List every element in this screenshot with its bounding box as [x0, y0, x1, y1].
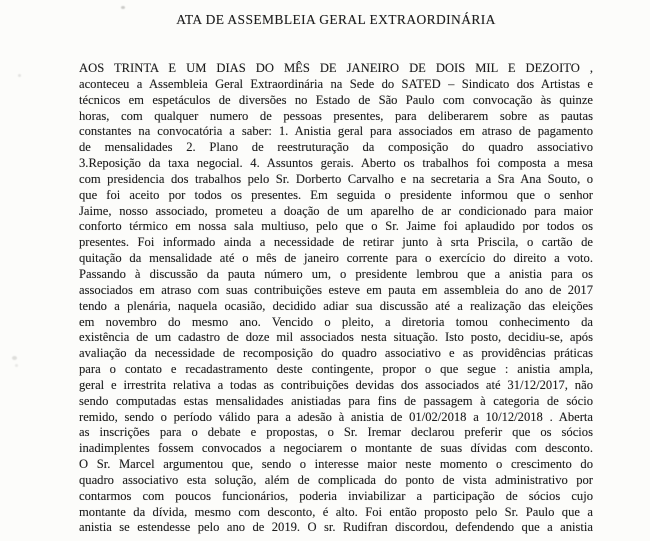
document-line: avaliação da necessidade de recomposição do quadro associativo e as providências práticas	[79, 346, 593, 361]
document-line: geral e irrestrita relativa a todas as contribuições devidas dos associados até 31/12/2017, não	[79, 377, 593, 392]
document-line: com presidencia dos trabalhos pelo Sr. Dorberto Carvalho e na secretaria a Sra Ana Souto, o	[79, 171, 593, 186]
document-line: constantes na convocatória a saber: 1. Anistia geral para associados em atraso de pagamento	[79, 124, 593, 139]
document-line: Jaime, nosso associado, prometeu a doação de um aparelho de ar condicionado para maior	[79, 203, 593, 218]
scan-speck	[15, 364, 18, 367]
scan-speck	[12, 356, 17, 360]
document-line: O Sr. Marcel argumentou que, sendo o interesse maior neste momento o crescimento do	[79, 457, 593, 472]
document-line: 3.Reposição da taxa negocial. 4. Assuntos gerais. Aberto os trabalhos foi composta a mesa	[79, 156, 593, 171]
scan-speck	[121, 6, 125, 9]
document-line: as inscrições para o debate e propostas, o Sr. Iremar declarou preferir que os sócios	[79, 425, 593, 440]
document-line: quitação da mensalidade até o mês de janeiro corrente para o exercício do direito a voto.	[79, 251, 593, 266]
document-line: tendo a plenária, naquela ocasião, decidido adiar sua discussão até a realização das eleições	[79, 298, 593, 313]
document-line: quadro associativo esta solução, além de complicada do ponto de vista administrativo por	[79, 472, 593, 487]
document-body	[79, 61, 593, 536]
document-line: Passando à discussão da pauta número um, o presidente lembrou que a anistia para os	[79, 266, 593, 281]
document-line: inadimplentes fossem convocados a negociarem o montante de suas dívidas com desconto.	[79, 441, 593, 456]
document-title: ATA DE ASSEMBLEIA GERAL EXTRAORDINÁRIA	[176, 12, 496, 27]
document-line: técnicos em espetáculos de diversões no Estado de São Paulo com convocação às quinze	[79, 92, 593, 107]
document-line: AOS TRINTA E UM DIAS DO MÊS DE JANEIRO DE DOIS MIL E DEZOITO ,	[79, 61, 593, 75]
document-line: remido, sendo o período válido para a adesão à anistia de 01/02/2018 a 10/12/2018 . Aberta	[79, 409, 593, 424]
scan-speck	[18, 74, 21, 77]
document-line: anistia se estendesse pelo ano de 2019. O sr. Rudifran discordou, defendendo que a anistia	[79, 520, 593, 535]
document-line: para o contato e recadastramento deste contingente, propor o que segue : anistia ampla,	[79, 362, 593, 377]
document-line: horas, com qualquer numero de pessoas presentes, para deliberarem sobre as pautas	[79, 108, 593, 123]
document-line: em novembro do mesmo ano. Vencido o pleito, a diretoria tomou conhecimento da	[79, 314, 593, 329]
document-line: que foi aceito por todos os presentes. Em seguida o presidente informou que o senhor	[79, 187, 593, 202]
document-line: conforto térmico em nossa sala multiuso, pelo que o Sr. Jaime foi aplaudido por todos os	[79, 219, 593, 234]
document-line: contarmos com poucos funcionários, poderia inviabilizar a participação de sócios cujo	[79, 488, 593, 503]
document-line: presentes. Foi informado ainda a necessidade de retirar junto à srta Priscila, o cartão de	[79, 235, 593, 250]
document-line: associados em atraso com suas contribuições esteve em pauta em assembleia do ano de 2017	[79, 282, 593, 297]
document-line: aconteceu a Assembleia Geral Extraordinária na Sede do SATED – Sindicato dos Artistas e	[79, 76, 593, 91]
document-line: de mensalidades 2. Plano de reestruturação da composição do quadro associativo	[79, 140, 593, 155]
document-line: sendo computadas estas mensalidades anistiadas para fins de passagem à categoria de sócio	[79, 393, 593, 408]
document-line: montante da dívida, mesmo com desconto, é alto. Foi então proposto pelo Sr. Paulo que a	[79, 504, 593, 519]
document-line: existência de um cadastro de doze mil associados nesta situação. Isto posto, decidiu-se, após	[79, 330, 593, 345]
